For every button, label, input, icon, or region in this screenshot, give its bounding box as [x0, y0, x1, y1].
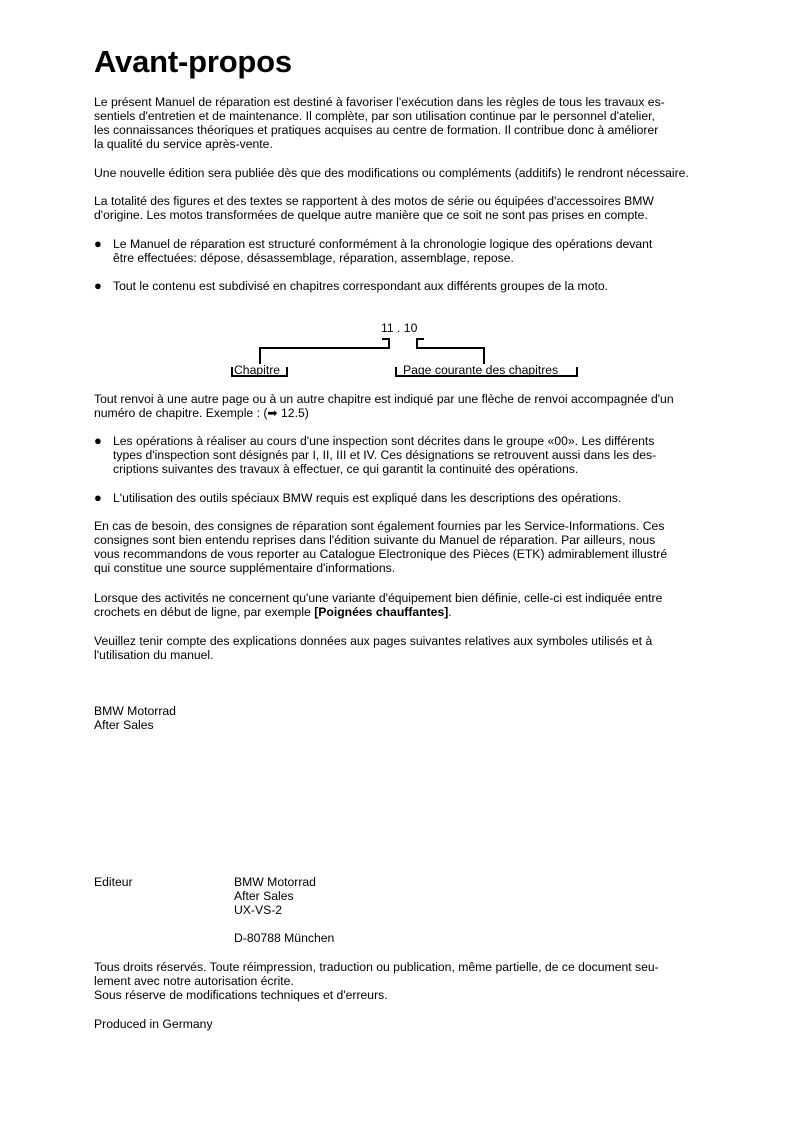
- text-line: After Sales: [94, 718, 154, 732]
- text-line: Tous droits réservés. Toute réimpression, traduction ou publication, même partielle, de ce document seu-: [94, 960, 659, 974]
- text-line: Les opérations à réaliser au cours d'une inspection sont décrites dans le groupe «00». Les différents: [113, 434, 655, 448]
- produced-in: [94, 1017, 719, 1031]
- text-segment: .: [448, 605, 452, 619]
- text-line: criptions suivantes des travaux à effectuer, ce qui garantit la continuité des opérations.: [113, 462, 579, 476]
- text-line: Une nouvelle édition sera publiée dès que des modifications ou compléments (additifs) le rendront nécessaire.: [94, 166, 689, 180]
- page-connector-line: [417, 339, 484, 364]
- text-line: consignes sont bien entendu reprises dans l'édition suivante du Manuel de réparation. Par ailleurs, nous: [94, 533, 656, 547]
- rights-paragraph: [94, 960, 719, 1002]
- chapter-label: Chapitre: [234, 363, 281, 377]
- text-line: Tout renvoi à une autre page ou à un autre chapitre est indiqué par une flèche de renvoi accompagnée d'un: [94, 392, 674, 406]
- editor-address: [234, 875, 316, 917]
- intro-paragraph: [94, 95, 719, 151]
- chapter-page-number: 11 . 10: [381, 321, 418, 335]
- service-info-paragraph: [94, 519, 719, 575]
- bullet-icon: ●: [94, 236, 102, 251]
- editor-city: D-80788 München: [234, 931, 335, 945]
- text-segment: crochets en début de ligne, par exemple: [94, 605, 315, 619]
- page-label: Page courante des chapitres: [403, 363, 559, 377]
- text-line: numéro de chapitre. Exemple : (➡ 12.5): [94, 406, 309, 420]
- editor-label: Editeur: [94, 875, 133, 889]
- variant-paragraph: [94, 591, 719, 619]
- page-title: Avant-propos: [94, 44, 292, 79]
- text-line: La totalité des figures et des textes se rapportent à des motos de série ou équipées d'accessoires BMW: [94, 194, 654, 208]
- bullet-icon: ●: [94, 433, 102, 448]
- bullet-icon: ●: [94, 278, 102, 293]
- text-line: Le présent Manuel de réparation est destiné à favoriser l'exécution dans les règles de tous les travaux es-: [94, 95, 665, 109]
- text-line: Veuillez tenir compte des explications données aux pages suivantes relatives aux symboles utilisés et à: [94, 634, 653, 648]
- text-line: L'utilisation des outils spéciaux BMW requis est expliqué dans les descriptions des opérations.: [113, 491, 622, 505]
- text-line: Produced in Germany: [94, 1017, 213, 1031]
- text-line: Tout le contenu est subdivisé en chapitres correspondant aux différents groupes de la moto.: [113, 279, 609, 293]
- text-line: BMW Motorrad: [94, 704, 176, 718]
- text-line: BMW Motorrad: [234, 875, 316, 889]
- text-line: les connaissances théoriques et pratiques acquises au centre de formation. Il contribue donc à améliorer: [94, 123, 659, 137]
- text-line: être effectuées: dépose, désassemblage, réparation, assemblage, repose.: [113, 251, 514, 265]
- text-line: UX-VS-2: [234, 903, 283, 917]
- variant-example: [Poignées chauffantes]: [314, 605, 449, 619]
- text-line: vous recommandons de vous reporter au Catalogue Electronique des Pièces (ETK) admirablement illustré: [94, 547, 668, 561]
- text-line: sentiels d'entretien et de maintenance. Il complète, par son utilisation continue par le personnel d'atelier,: [94, 109, 655, 123]
- reference-paragraph: [94, 392, 719, 420]
- text-line: Lorsque des activités ne concernent qu'une variante d'équipement bien définie, celle-ci est indiquée entre: [94, 591, 663, 605]
- chapter-connector-line: [260, 339, 389, 364]
- edition-paragraph: [94, 166, 719, 180]
- notes-paragraph: [94, 634, 719, 662]
- text-line: En cas de besoin, des consignes de réparation sont également fournies par les Service-Informations. Ces: [94, 519, 665, 533]
- text-line: Sous réserve de modifications techniques et d'erreurs.: [94, 988, 388, 1002]
- scope-paragraph: [94, 194, 719, 222]
- text-line: Le Manuel de réparation est structuré conformément à la chronologie logique des opérations devant: [113, 237, 653, 251]
- signature-block: [94, 704, 719, 732]
- text-line: lement avec notre autorisation écrite.: [94, 974, 294, 988]
- text-line: l'utilisation du manuel.: [94, 648, 214, 662]
- text-line: After Sales: [234, 889, 294, 903]
- bullet-icon: ●: [94, 490, 102, 505]
- text-line: qui constitue une source supplémentaire d'informations.: [94, 561, 396, 575]
- text-line: d'origine. Les motos transformées de quelque autre manière que ce soit ne sont pas prises en compte.: [94, 208, 648, 222]
- text-line: types d'inspection sont désignés par I, II, III et IV. Ces désignations se retrouvent aussi dans les des-: [113, 448, 657, 462]
- text-line: la qualité du service après-vente.: [94, 137, 273, 151]
- text-line: [94, 605, 719, 619]
